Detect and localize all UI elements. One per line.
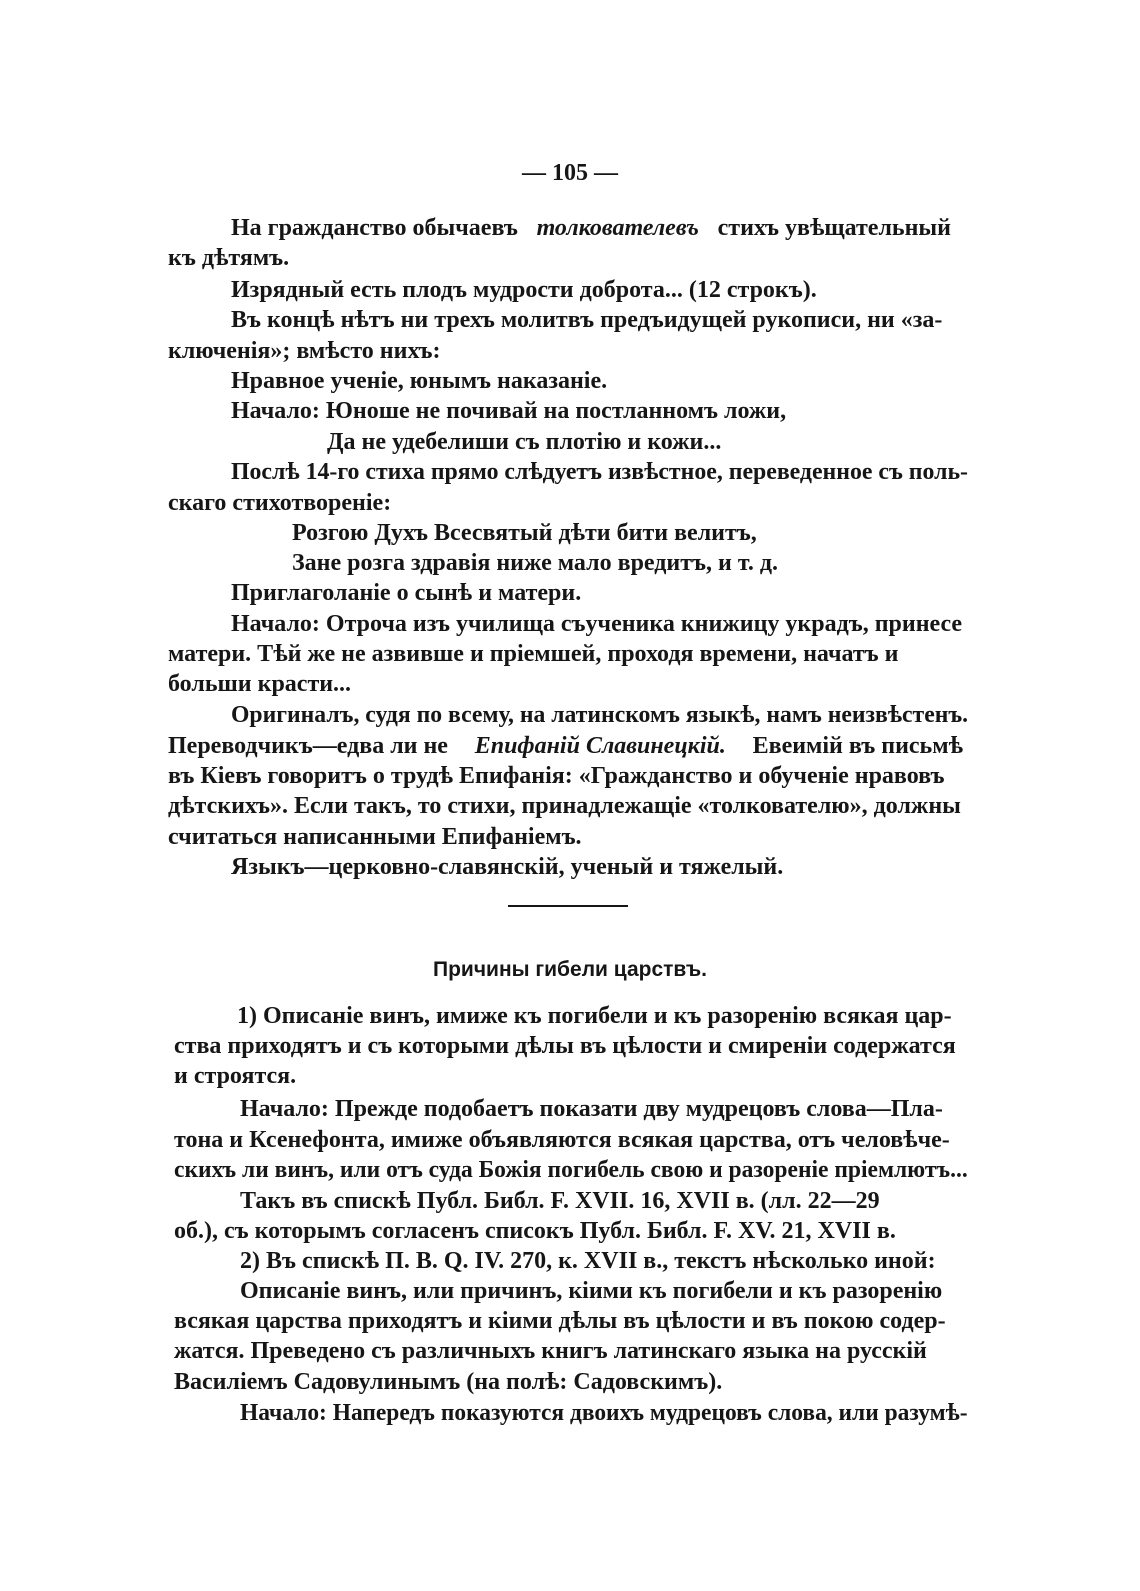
text-line-27: тона и Ксенефонта, имиже объявляются всякая царства, отъ человѣче- (174, 1127, 950, 1153)
text-segment: Евеимій въ письмѣ (752, 733, 963, 759)
text-line-20: дѣтскихъ». Если такъ, то стихи, принадлежащіе «толкователю», должны (168, 793, 961, 819)
text-line-28: скихъ ли винъ, или отъ суда Божія погибель свою и разореніе пріемлютъ... (174, 1157, 968, 1183)
section-title: Причины гибели царствъ. (433, 958, 707, 981)
text-line-33: всякая царства приходятъ и кіими дѣлы въ цѣлости и въ покою содер- (174, 1308, 946, 1334)
text-line-34: жатся. Преведено съ различныхъ книгъ латинскаго языка на русскій (174, 1338, 927, 1364)
text-line-15: матери. Тѣй же не азвивше и пріемшей, проходя времени, начатъ и (168, 641, 899, 667)
text-line-10: скаго стихотвореніе: (168, 490, 392, 516)
text-line-9: Послѣ 14-го стиха прямо слѣдуетъ извѣстное, переведенное съ поль- (231, 459, 968, 485)
text-line-31: 2) Въ спискѣ П. В. Q. IV. 270, к. XVII в., текстъ нѣсколько иной: (240, 1248, 936, 1274)
text-line-1 (231, 213, 951, 243)
text-line-7: Начало: Юноше не почивай на постланномъ ложи, (231, 398, 787, 424)
text-line-30: об.), съ которымъ согласенъ списокъ Публ. Библ. F. XV. 21, XVII в. (174, 1218, 896, 1244)
text-line-11: Розгою Духъ Всесвятый дѣти бити велитъ, (292, 520, 757, 546)
text-line-29: Такъ въ спискѣ Публ. Библ. F. XVII. 16, XVII в. (лл. 22—29 (240, 1188, 880, 1214)
text-line-19: въ Кіевъ говоритъ о трудѣ Епифанія: «Гражданство и обученіе нравовъ (168, 763, 945, 789)
text-line-2: къ дѣтямъ. (168, 245, 290, 271)
text-line-24: ства приходятъ и съ которыми дѣлы въ цѣлости и смиреніи содержатся (174, 1033, 956, 1059)
text-line-25: и строятся. (174, 1063, 297, 1089)
text-segment: стихъ увѣщательный (717, 215, 951, 241)
text-segment: Переводчикъ—едва ли не (168, 733, 448, 759)
text-line-36: Начало: Напередъ показуются двоихъ мудрецовъ слова, или разумѣ- (240, 1400, 968, 1426)
text-line-26: Начало: Прежде подобаетъ показати дву мудрецовъ слова—Пла- (240, 1096, 943, 1122)
text-segment: На гражданство обычаевъ (231, 215, 518, 241)
italic-term: толкователевъ (536, 215, 699, 241)
text-line-8: Да не удебелиши съ плотію и кожи... (327, 429, 722, 455)
text-line-13: Приглаголаніе о сынѣ и матери. (231, 580, 582, 606)
text-line-21: считаться написанными Епифаніемъ. (168, 824, 582, 850)
page-number: — 105 — (0, 160, 1140, 187)
text-line-6: Нравное ученіе, юнымъ наказаніе. (231, 368, 608, 394)
text-line-16: больши красти... (168, 671, 352, 697)
text-line-35: Василіемъ Садовулинымъ (на полѣ: Садовскимъ). (174, 1369, 723, 1395)
text-line-12: Зане розга здравія ниже мало вредитъ, и т. д. (292, 550, 778, 576)
section-divider (508, 905, 628, 907)
text-line-22: Языкъ—церковно-славянскій, ученый и тяжелый. (231, 854, 784, 880)
italic-term: Епифаній Славинецкій. (474, 733, 726, 759)
text-line-4: Въ концѣ нѣтъ ни трехъ молитвъ предъидущей рукописи, ни «за- (231, 307, 943, 333)
text-line-17: Оригиналъ, судя по всему, на латинскомъ языкѣ, намъ неизвѣстенъ. (231, 702, 969, 728)
text-line-32: Описаніе винъ, или причинъ, кіими къ погибели и къ разоренію (240, 1278, 943, 1304)
text-line-5: ключенія»; вмѣсто нихъ: (168, 338, 441, 364)
text-line-3: Изрядный есть плодъ мудрости доброта... (12 строкъ). (231, 277, 817, 303)
text-line-23: 1) Описаніе винъ, имиже къ погибели и къ разоренію всякая цар- (237, 1003, 952, 1029)
text-line-14: Начало: Отроча изъ училища съученика книжицу украдъ, принесе (231, 611, 963, 637)
text-line-18 (168, 731, 963, 761)
